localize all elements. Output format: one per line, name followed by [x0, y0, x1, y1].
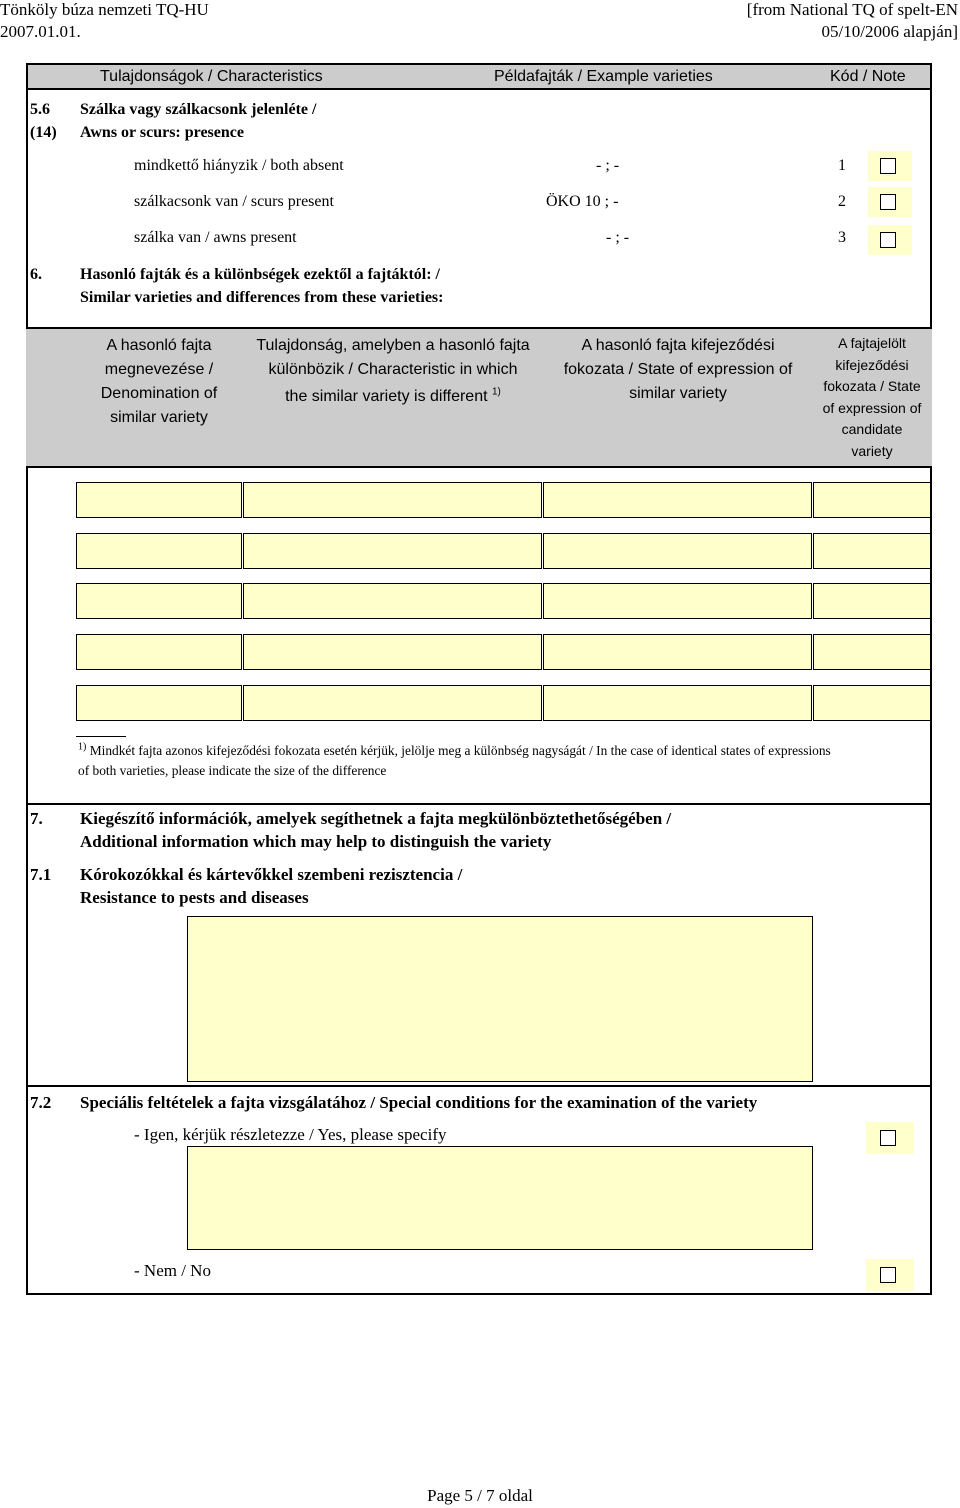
section-7-1-title: Kórokozókkal és kártevőkkel szembeni rezisztencia /: [80, 865, 463, 884]
footnote-line: Mindkét fajta azonos kifejeződési fokozata esetén kérjük, jelölje meg a különbség nagyságát / In the case of identical states of expressions: [89, 743, 831, 758]
section-5-6-number-sub: (14): [30, 124, 57, 141]
header-line: A hasonló fajta: [106, 337, 212, 354]
option-note: 1: [838, 157, 846, 174]
header-characteristics: Tulajdonságok / Characteristics: [100, 68, 323, 85]
section-6-title-en: Similar varieties and differences from these varieties:: [80, 289, 444, 306]
special-yes-label: - Igen, kérjük részletezze / Yes, please specify: [134, 1125, 447, 1144]
section-7-title: Kiegészítő információk, amelyek segíthetnek a fajta megkülönböztethetőségében /: [80, 809, 672, 828]
input-denomination[interactable]: [76, 482, 242, 518]
section-6-title: Hasonló fajták és a különbségek ezektől a fajtáktól: /: [80, 266, 440, 283]
input-denomination[interactable]: [76, 634, 242, 670]
input-candidate-state[interactable]: [813, 685, 931, 721]
footnote-sup: 1): [492, 386, 501, 398]
header-line: similar variety: [629, 385, 727, 402]
page-number: Page 5 / 7 oldal: [427, 1486, 533, 1505]
section-5-6-title-en: Awns or scurs: presence: [80, 124, 244, 141]
header-line: kifejeződési: [835, 356, 909, 373]
header-line-with-sup: [244, 385, 542, 409]
checkbox-square: [880, 232, 896, 248]
checkbox[interactable]: [868, 187, 912, 217]
section-7-number: 7.: [30, 809, 43, 828]
option-example: - ; -: [596, 157, 620, 174]
divider: [26, 88, 932, 90]
col-header-candidate-state: [814, 333, 930, 462]
section-7-1-number: 7.1: [30, 865, 52, 884]
doc-date-left: 2007.01.01.: [0, 22, 81, 41]
divider: [26, 1085, 932, 1087]
header-line: the similar variety is different: [285, 388, 488, 405]
option-label: szálkacsonk van / scurs present: [134, 193, 334, 210]
section-7-title-en: Additional information which may help to distinguish the variety: [80, 832, 552, 851]
checkbox-square: [880, 158, 896, 174]
section-7-1-title-en: Resistance to pests and diseases: [80, 888, 309, 907]
resistance-input[interactable]: [187, 916, 813, 1082]
input-similar-state[interactable]: [543, 482, 812, 518]
section-7-2-number: 7.2: [30, 1093, 52, 1112]
input-characteristic[interactable]: [243, 482, 542, 518]
header-note: Kód / Note: [830, 68, 906, 85]
header-line: fokozata / State of expression of: [563, 361, 793, 378]
section-5-6-title: Szálka vagy szálkacsonk jelenléte /: [80, 101, 317, 118]
col-header-denomination: [76, 334, 242, 430]
header-line: similar variety: [110, 409, 208, 426]
input-characteristic[interactable]: [243, 685, 542, 721]
checkbox-no[interactable]: [866, 1259, 914, 1291]
footnote-rule: [76, 736, 126, 737]
header-line: of expression of: [822, 399, 922, 416]
special-no-label: - Nem / No: [134, 1261, 211, 1280]
special-conditions-input[interactable]: [187, 1146, 813, 1250]
footnote-line: of both varieties, please indicate the size of the difference: [78, 763, 387, 778]
input-similar-state[interactable]: [543, 533, 812, 569]
header-line: A hasonló fajta kifejeződési: [581, 337, 775, 354]
option-note: 3: [838, 229, 846, 246]
checkbox[interactable]: [868, 225, 912, 255]
input-candidate-state[interactable]: [813, 482, 931, 518]
col-header-similar-state: [544, 334, 812, 406]
checkbox-square: [880, 1130, 896, 1146]
doc-date-right: 05/10/2006 alapján]: [821, 22, 958, 41]
input-similar-state[interactable]: [543, 583, 812, 619]
checkbox[interactable]: [868, 151, 912, 181]
doc-title-right: [from National TQ of spelt-EN: [746, 0, 958, 19]
input-characteristic[interactable]: [243, 533, 542, 569]
input-denomination[interactable]: [76, 685, 242, 721]
input-similar-state[interactable]: [543, 634, 812, 670]
header-line: Tulajdonság, amelyben a hasonló fajta: [256, 337, 530, 354]
option-example: - ; -: [606, 229, 630, 246]
input-characteristic[interactable]: [243, 634, 542, 670]
input-characteristic[interactable]: [243, 583, 542, 619]
header-line: candidate: [841, 421, 903, 437]
header-line: variety: [851, 442, 893, 459]
header-example-varieties: Példafajták / Example varieties: [494, 68, 713, 85]
option-example: ÖKO 10 ; -: [546, 193, 619, 210]
input-candidate-state[interactable]: [813, 634, 931, 670]
header-line: fokozata / State: [823, 378, 921, 394]
section-6-number: 6.: [30, 266, 42, 283]
footnote-text: [78, 741, 831, 761]
input-denomination[interactable]: [76, 583, 242, 619]
section-7-2-title: Speciális feltételek a fajta vizsgálatához / Special conditions for the examination of the variety: [80, 1093, 758, 1112]
input-denomination[interactable]: [76, 533, 242, 569]
header-line: különbözik / Characteristic in which: [268, 361, 518, 378]
divider: [26, 803, 932, 805]
doc-title-left: Tönköly búza nemzeti TQ-HU: [0, 0, 209, 19]
input-similar-state[interactable]: [543, 685, 812, 721]
header-line: Denomination of: [100, 385, 218, 402]
header-line: megnevezése /: [104, 361, 214, 378]
option-label: szálka van / awns present: [134, 229, 297, 246]
section-5-6-number: 5.6: [30, 101, 50, 118]
input-candidate-state[interactable]: [813, 533, 931, 569]
checkbox-square: [880, 194, 896, 210]
checkbox-yes[interactable]: [866, 1122, 914, 1154]
footnote-mark: 1): [78, 741, 87, 753]
header-line: A fajtajelölt: [838, 335, 906, 351]
input-candidate-state[interactable]: [813, 583, 931, 619]
option-note: 2: [838, 193, 846, 210]
checkbox-square: [880, 1267, 896, 1283]
option-label: mindkettő hiányzik / both absent: [134, 157, 344, 174]
col-header-characteristic: [244, 334, 542, 409]
